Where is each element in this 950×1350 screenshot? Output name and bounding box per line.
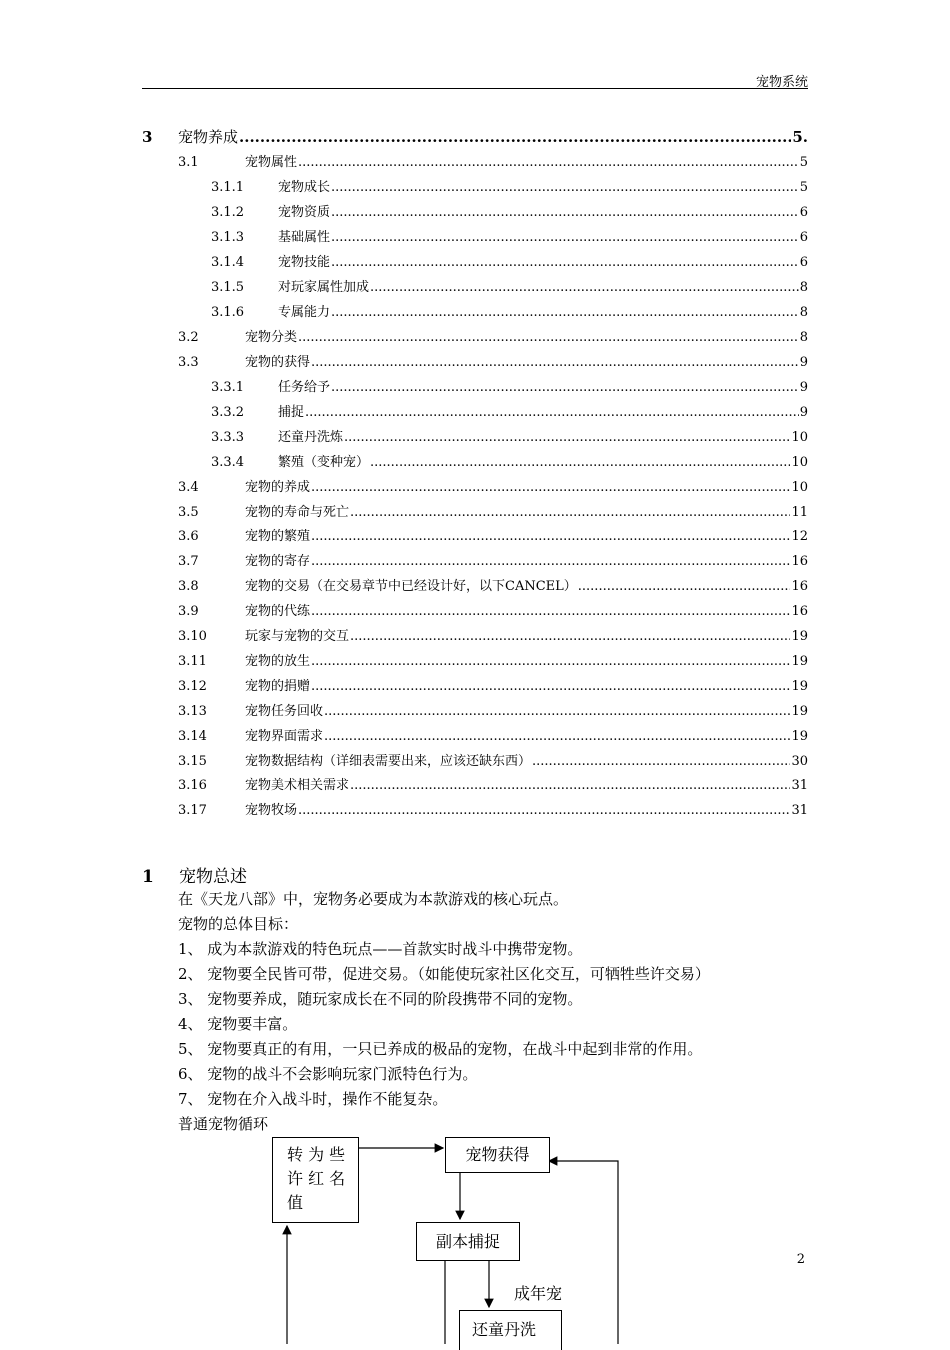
toc-entry-page: 16 — [791, 579, 808, 594]
toc-entry-page: 5 — [799, 180, 808, 195]
toc-entry-page: 16 — [791, 604, 808, 619]
toc-entry-number: 3.11 — [178, 654, 207, 669]
toc-entry-number: 3.3 — [178, 355, 199, 370]
toc-entry-number: 3.12 — [178, 679, 207, 694]
page-number: 2 — [796, 1252, 805, 1267]
toc-entry-number: 3.1.1 — [211, 180, 245, 195]
toc-entry-page: 8 — [799, 305, 808, 320]
toc-entry-number: 3.4 — [178, 480, 199, 495]
toc-entry-number: 3.2 — [178, 330, 199, 345]
toc-entry-page: 10 — [791, 455, 808, 470]
toc-entry-number: 3.15 — [178, 754, 207, 769]
toc-entry-number: 3.13 — [178, 704, 207, 719]
toc-entry-page: 31 — [791, 778, 808, 793]
toc-entry-page: 31 — [791, 803, 808, 818]
toc-entry-number: 3.3.1 — [211, 380, 245, 395]
goal-item: 7、 宠物在介入战斗时，操作不能复杂。 — [178, 1090, 448, 1108]
toc-entry-page: 5. — [792, 128, 808, 146]
toc-entry-title: 宠物的养成 — [245, 480, 311, 495]
wash-box: 还童丹洗 — [459, 1310, 562, 1350]
toc-entry-number: 3.1.5 — [211, 280, 245, 295]
cycle-heading: 普通宠物循环 — [178, 1115, 269, 1133]
toc-entry-page: 16 — [791, 554, 808, 569]
toc-entry-number: 3.6 — [178, 529, 199, 544]
obtain-box: 宠物获得 — [445, 1137, 550, 1173]
toc-entry-title: 宠物分类 — [245, 330, 298, 345]
toc-entry-number: 3.9 — [178, 604, 199, 619]
toc-entry-title: 宠物的寿命与死亡 — [245, 505, 350, 520]
toc-entry-title: 宠物的代练 — [245, 604, 311, 619]
toc-entry-title: 宠物的放生 — [245, 654, 311, 669]
toc-entry-page: 8 — [799, 280, 808, 295]
toc-entry-number: 3.7 — [178, 554, 199, 569]
toc-entry-page: 6 — [799, 205, 808, 220]
toc-entry-number: 3.1.2 — [211, 205, 245, 220]
toc-entry-title: 宠物数据结构（详细表需要出来，应该还缺东西） — [245, 754, 532, 769]
toc-entry-title: 宠物的获得 — [245, 355, 311, 370]
toc-entry-number: 3.3.2 — [211, 405, 245, 420]
toc-entry-page: 6 — [799, 230, 808, 245]
toc-entry-page: 19 — [791, 704, 808, 719]
toc-entry-title: 宠物的交易（在交易章节中已经设计好，以下CANCEL） — [245, 579, 577, 594]
toc-entry-number: 3.17 — [178, 803, 207, 818]
goal-item: 5、 宠物要真正的有用，一只已养成的极品的宠物，在战斗中起到非常的作用。 — [178, 1040, 703, 1058]
toc-entry-number: 3.8 — [178, 579, 199, 594]
toc-entry-title: 宠物的繁殖 — [245, 529, 311, 544]
header-title: 宠物系统 — [755, 75, 808, 90]
toc-entry-title: 宠物任务回收 — [245, 704, 324, 719]
goals-heading: 宠物的总体目标： — [178, 915, 299, 933]
toc-entry-number: 3.1.6 — [211, 305, 245, 320]
toc-entry-title: 宠物技能 — [278, 255, 331, 270]
toc-entry-number: 3.1.4 — [211, 255, 245, 270]
toc-entry-title: 宠物牧场 — [245, 803, 298, 818]
toc-entry-title: 宠物成长 — [278, 180, 331, 195]
toc-entry-title: 宠物属性 — [245, 155, 298, 170]
intro-paragraph: 在《天龙八部》中，宠物务必要成为本款游戏的核心玩点。 — [178, 890, 569, 908]
toc-entry-page: 9 — [799, 380, 808, 395]
toc-entry-page: 30 — [791, 754, 808, 769]
toc-entry-title: 专属能力 — [278, 305, 331, 320]
toc-entry-number: 3.10 — [178, 629, 207, 644]
toc-entry-page: 6 — [799, 255, 808, 270]
goal-item: 6、 宠物的战斗不会影响玩家门派特色行为。 — [178, 1065, 478, 1083]
toc-entry-page: 10 — [791, 430, 808, 445]
section-title: 宠物总述 — [179, 867, 247, 887]
toc-entry-page: 19 — [791, 654, 808, 669]
toc-entry-title: 宠物的寄存 — [245, 554, 311, 569]
toc-entry-title: 宠物的捐赠 — [245, 679, 311, 694]
toc-entry-page: 19 — [791, 679, 808, 694]
toc-entry-number: 3.1.3 — [211, 230, 245, 245]
toc-entry-page: 19 — [791, 729, 808, 744]
toc-entry-page: 10 — [791, 480, 808, 495]
toc-entry-page: 9 — [799, 405, 808, 420]
toc-entry-page: 19 — [791, 629, 808, 644]
red-name-box: 转 为 些 许 红 名 值 — [272, 1137, 359, 1223]
toc-entry-page: 11 — [791, 505, 808, 520]
toc-entry-title: 对玩家属性加成 — [278, 280, 370, 295]
toc-entry-page: 9 — [799, 355, 808, 370]
toc-entry-page: 5 — [799, 155, 808, 170]
toc-entry-title: 宠物美术相关需求 — [245, 778, 350, 793]
toc-entry-title: 还童丹洗炼 — [278, 430, 344, 445]
toc-entry-title: 玩家与宠物的交互 — [245, 629, 350, 644]
adult-pet-label: 成年宠 — [514, 1284, 563, 1303]
toc-entry-page: 8 — [799, 330, 808, 345]
goal-item: 1、 成为本款游戏的特色玩点——首款实时战斗中携带宠物。 — [178, 940, 583, 958]
toc-entry-title: 基础属性 — [278, 230, 331, 245]
toc-entry-number: 3.5 — [178, 505, 199, 520]
capture-box: 副本捕捉 — [416, 1222, 520, 1261]
toc-entry-number: 3 — [142, 128, 153, 146]
toc-entry-number: 3.16 — [178, 778, 207, 793]
toc-entry-title: 任务给予 — [278, 380, 331, 395]
toc-entry-number: 3.3.3 — [211, 430, 245, 445]
toc-entry-number: 3.14 — [178, 729, 207, 744]
toc-entry-title: 宠物养成 — [178, 128, 239, 146]
toc-entry-number: 3.3.4 — [211, 455, 245, 470]
toc-entry-title: 宠物资质 — [278, 205, 331, 220]
toc-entry-title: 宠物界面需求 — [245, 729, 324, 744]
toc-entry-title: 捕捉 — [278, 405, 305, 420]
toc-entry-title: 繁殖（变种宠） — [278, 455, 370, 470]
goal-item: 4、 宠物要丰富。 — [178, 1015, 298, 1033]
goal-item: 2、 宠物要全民皆可带，促进交易。（如能使玩家社区化交互，可牺牲些许交易） — [178, 965, 710, 983]
toc-entry-number: 3.1 — [178, 155, 199, 170]
toc-entry-page: 12 — [791, 529, 808, 544]
goal-item: 3、 宠物要养成，随玩家成长在不同的阶段携带不同的宠物。 — [178, 990, 583, 1008]
section-number: 1 — [142, 867, 154, 887]
